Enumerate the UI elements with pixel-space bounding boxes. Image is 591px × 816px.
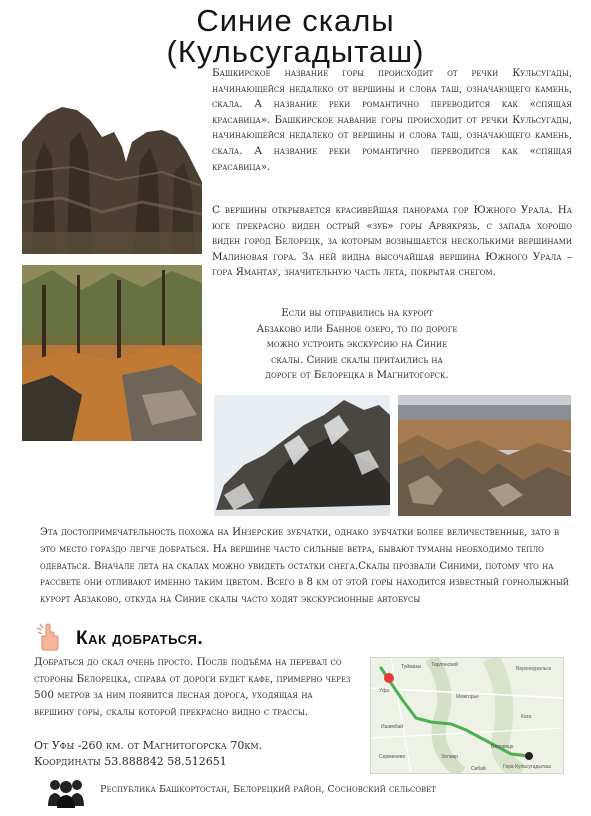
map-label: Зилаир	[441, 754, 459, 760]
map-label: Межгорье	[456, 694, 479, 700]
text-description: Эта достопримечательность похожа на Инзерские зубчатки, однако зубчатки более величественные, зато в это место гораздо легче добраться. На вершине часто сильные ветра, бывают туманы необходимо тепло одеваться. Вначале лета на скалах можно увидеть остатки снега.Скалы прозвали Синими, потому что на рассвете они отливают именно таким цветом. Всего в 8 км от этой горы находится известный горнолыжный курорт Абзаково, откуда на Синие скалы часто ходят экскурсионные автобусы	[40, 526, 569, 606]
photo-autumn-forest	[22, 265, 202, 441]
photo-rock-cliffs	[22, 102, 202, 254]
text-excursion-line: скалы. Синие скалы притаились на	[271, 353, 443, 366]
map-label: Туймазы	[401, 664, 422, 670]
people-group-icon	[46, 776, 86, 808]
text-excursion-line: дороге от Белорецка в Магнитогорск.	[265, 369, 449, 382]
text-panorama: С вершины открывается красивейшая панорама гор Южного Урала. На юге прекрасно виден острый «зуб» горы Арвякрязь, с запада хорошо виден город Белорецк, за которым возвышается несколькими вершинами Малиновая гора. За ней видна высочайшая вершина Южного Урала – гора Ямантау, значительную часть лета, покрытая снегом.	[212, 204, 572, 279]
text-excursion-line: Абзаково или Банное озеро, то по дороге	[256, 322, 458, 335]
howto-distance: От Уфы -260 км. от Магнитогорска 70км.	[34, 739, 263, 752]
map-label: Верхнеуральск	[516, 666, 552, 672]
map-label: Гора Кульсугадыташ	[503, 764, 551, 770]
map-label: Сибай	[471, 766, 486, 772]
map-label: Тирлянский	[431, 662, 458, 668]
page-subtitle: (Кульсугадыташ)	[166, 34, 425, 69]
map-marker-start-icon	[384, 673, 394, 683]
map-label: Ишимбай	[381, 724, 404, 730]
howto-heading: Как добраться.	[76, 628, 204, 649]
photo-snowy-rocks	[214, 395, 390, 516]
text-excursion-line: Если вы отправились на курорт	[281, 307, 433, 319]
pointing-hand-icon	[34, 622, 64, 652]
map-label: Уфа	[379, 688, 390, 694]
page-title: Синие скалы	[196, 3, 395, 38]
howto-coordinates: Координаты 53.888842 58.512651	[34, 755, 227, 768]
howto-text: Добраться до скал очень просто. После подъёма на перевал со стороны Белорецка, справа от дороги будет кафе, примерно через 500 метров за ним появится лесная дорога, уходящая на вершину горы, скалы которой прекрасно видно с трассы.	[34, 656, 351, 718]
text-excursion-line: можно устроить экскурсию на Синие	[266, 338, 448, 351]
photo-ridge-panorama	[398, 395, 571, 516]
map-label: Кага	[521, 714, 532, 720]
route-map[interactable]	[370, 657, 564, 774]
footer-location: Республика Башкортостан, Белорецкий район, Сосновский сельсовет	[100, 784, 436, 795]
text-name-origin: Башкирское название горы происходит от речки Кульсугады, начинающейся недалеко от вершины и слова таш, означающего камень, скала. А название реки романтично переводится как «спящая красавица». Башкирское навание горы происходит от речки Кульсугады, начинающейся недалеко от вершины и слова таш, означающего камень, скала. А название реки романтично переводится как «спящая красавица».	[212, 67, 572, 173]
map-label: Серменево	[379, 754, 406, 760]
text-excursion	[232, 306, 482, 384]
map-marker-end-icon	[525, 752, 533, 760]
map-label: Белорецк	[491, 744, 514, 750]
